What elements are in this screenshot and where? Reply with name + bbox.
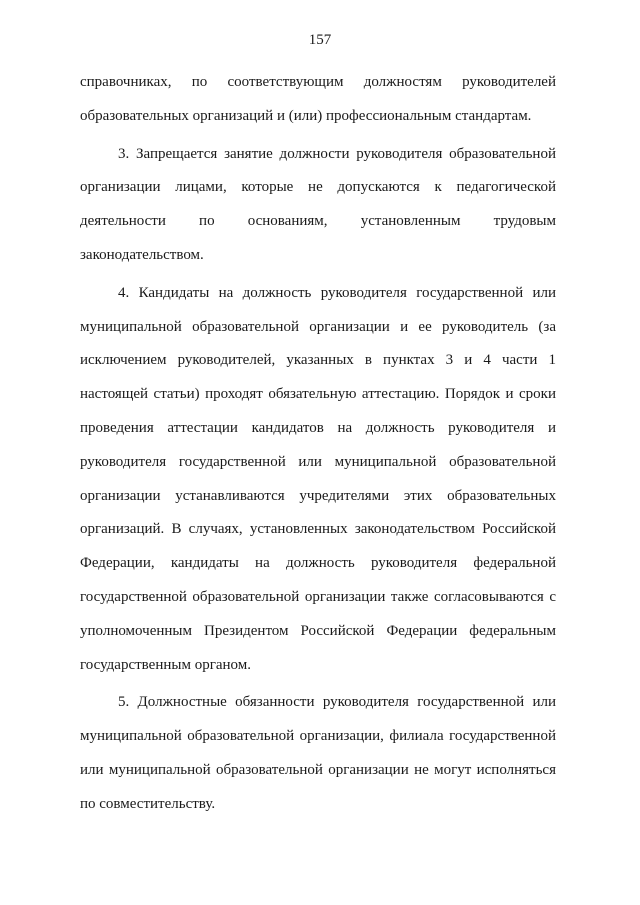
paragraph-continuation xyxy=(80,66,556,134)
text-line: по совместительству. xyxy=(80,795,216,812)
paragraph-item-5 xyxy=(80,686,556,821)
text-line: проведения аттестации кандидатов на должность руководителя и xyxy=(80,419,556,436)
text-line: настоящей статьи) проходят обязательную аттестацию. Порядок и сроки xyxy=(80,386,556,403)
text-line: справочниках, по соответствующим должностям руководителей xyxy=(80,74,556,90)
text-line: 3. Запрещается занятие должности руководителя образовательной xyxy=(118,145,556,162)
text-line: деятельности по основаниям, установленным трудовым xyxy=(80,213,556,230)
text-line: Федерации, кандидаты на должность руководителя федеральной xyxy=(80,555,556,572)
text-line: уполномоченным Президентом Российской Федерации федеральным xyxy=(80,622,556,639)
text-line: или муниципальной образовательной организации не могут исполняться xyxy=(80,761,556,778)
text-line: муниципальной образовательной организации, филиала государственной xyxy=(80,728,556,745)
text-line: организаций. В случаях, установленных законодательством Российской xyxy=(80,521,556,538)
page-number: 157 xyxy=(308,32,332,48)
text-line: государственной образовательной организации также согласовываются с xyxy=(80,588,556,605)
text-line: законодательством. xyxy=(80,246,204,263)
page-body xyxy=(80,66,556,822)
text-line: муниципальной образовательной организации и ее руководитель (за xyxy=(80,318,556,335)
text-line: 5. Должностные обязанности руководителя государственной или xyxy=(118,694,556,711)
text-line: государственным органом. xyxy=(80,656,251,673)
text-line: исключением руководителей, указанных в пунктах 3 и 4 части 1 xyxy=(80,352,556,369)
text-line: организации устанавливаются учредителями этих образовательных xyxy=(80,487,556,504)
text-line: 4. Кандидаты на должность руководителя государственной или xyxy=(118,284,556,301)
text-line: образовательных организаций и (или) профессиональным стандартам. xyxy=(80,107,532,124)
paragraph-item-3 xyxy=(80,138,556,273)
text-line: организации лицами, которые не допускаются к педагогической xyxy=(80,179,556,196)
paragraph-item-4 xyxy=(80,277,556,683)
text-line: руководителя государственной или муниципальной образовательной xyxy=(80,453,556,470)
